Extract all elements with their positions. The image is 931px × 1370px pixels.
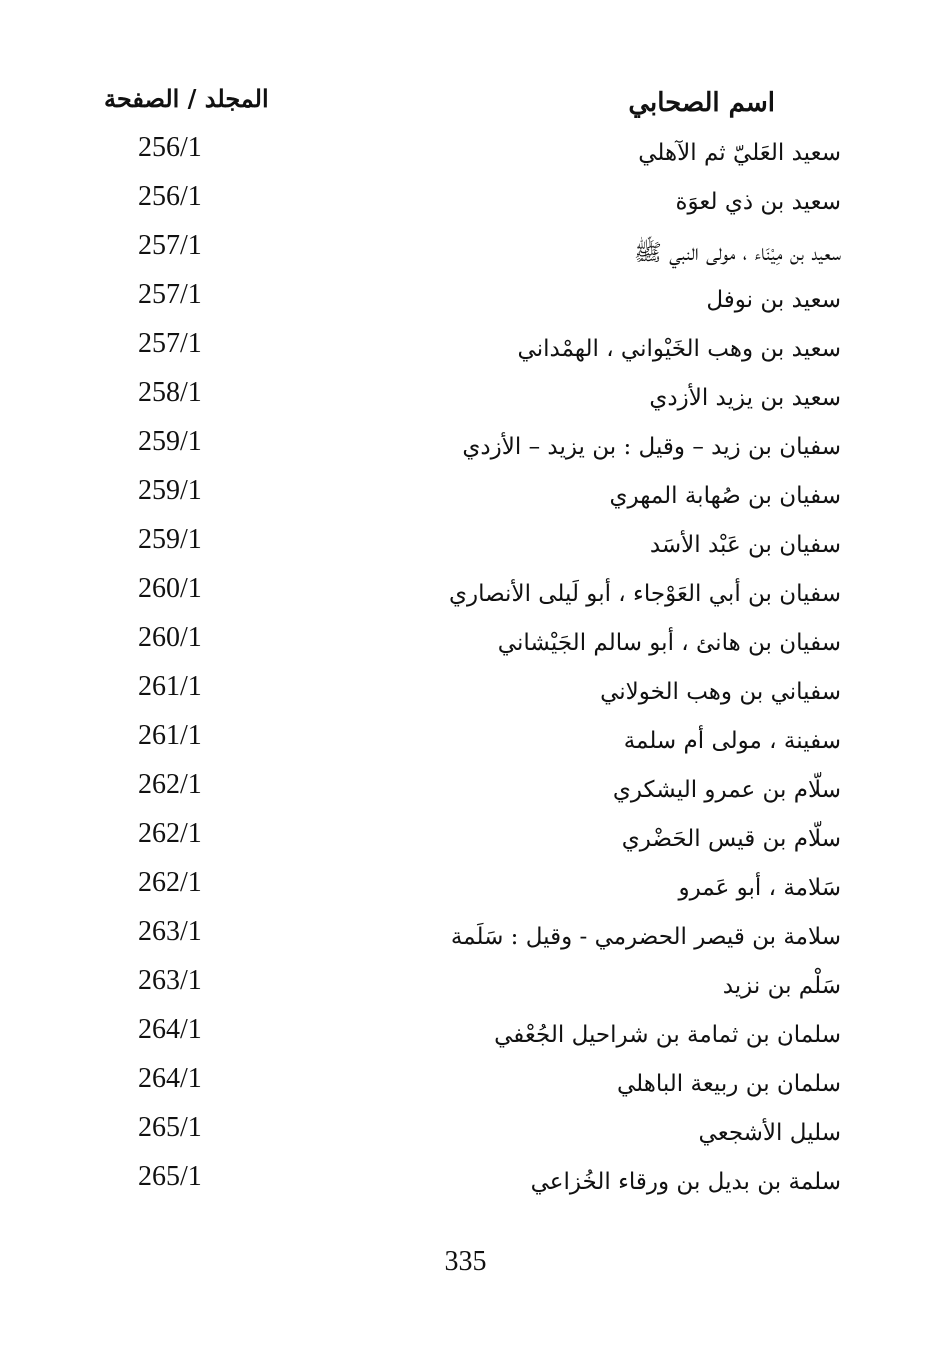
list-item [0, 1012, 931, 1061]
list-item [0, 228, 931, 277]
list-item [0, 1061, 931, 1110]
volume-page-reference: 262/1 [138, 818, 202, 849]
companion-name: سفيان بن هانئ ، أبو سالم الجَيْشاني [497, 630, 841, 656]
list-item [0, 767, 931, 816]
volume-page-reference: 264/1 [138, 1063, 202, 1094]
volume-page-reference: 257/1 [138, 279, 202, 310]
companion-name: سلمة بن بديل بن ورقاء الخُزاعي [530, 1169, 841, 1195]
companion-name: سلّام بن عمرو اليشكري [612, 777, 841, 803]
volume-page-reference: 265/1 [138, 1112, 202, 1143]
companion-name: سعيد بن مِيْنَاء ، مولى النبي ﷺ [633, 240, 841, 266]
companion-name: سلمان بن ثمامة بن شراحيل الجُعْفي [494, 1022, 841, 1048]
companion-name: سلمان بن ربيعة الباهلي [616, 1071, 841, 1097]
name-column-header: اسم الصحابي [628, 88, 775, 118]
volume-page-reference: 261/1 [138, 720, 202, 751]
companion-name: سفيان بن عَبْد الأسَد [649, 532, 841, 558]
list-item [0, 326, 931, 375]
volume-page-reference: 263/1 [138, 965, 202, 996]
volume-page-reference: 262/1 [138, 769, 202, 800]
volume-page-reference: 257/1 [138, 230, 202, 261]
companion-name: سعيد العَليّ ثم الآهلي [638, 140, 841, 166]
list-item [0, 179, 931, 228]
companion-name: سفيان بن زيد – وقيل : بن يزيد – الأزدي [462, 434, 841, 460]
companion-name: سلامة بن قيصر الحضرمي - وقيل : سَلَمة [450, 924, 841, 950]
list-item [0, 277, 931, 326]
companion-name: سفيان بن أبي العَوْجاء ، أبو لَيلى الأنصاري [448, 581, 841, 607]
list-item [0, 424, 931, 473]
volume-page-reference: 262/1 [138, 867, 202, 898]
companion-name: سفياني بن وهب الخولاني [600, 679, 841, 705]
list-item [0, 669, 931, 718]
volume-page-reference: 257/1 [138, 328, 202, 359]
list-item [0, 375, 931, 424]
list-item [0, 130, 931, 179]
list-item [0, 816, 931, 865]
volume-page-reference: 261/1 [138, 671, 202, 702]
list-item [0, 1110, 931, 1159]
list-item [0, 571, 931, 620]
list-item [0, 620, 931, 669]
companion-name: سلّام بن قيس الحَضْري [621, 826, 841, 852]
reference-column-header: المجلد / الصفحة [104, 84, 269, 113]
list-item [0, 1159, 931, 1208]
list-item [0, 865, 931, 914]
companion-name: سَلْم بن نزيد [722, 973, 841, 999]
volume-page-reference: 265/1 [138, 1161, 202, 1192]
companion-name: سليل الأشجعي [698, 1120, 841, 1146]
volume-page-reference: 259/1 [138, 475, 202, 506]
volume-page-reference: 264/1 [138, 1014, 202, 1045]
list-item [0, 718, 931, 767]
companion-name: سعيد بن نوفل [706, 287, 841, 313]
page-number: 335 [444, 1246, 487, 1277]
volume-page-reference: 263/1 [138, 916, 202, 947]
companion-name: سفيان بن صُهابة المهري [609, 483, 841, 509]
companion-name: سعيد بن وهب الخَيْواني ، الهمْداني [517, 336, 841, 362]
list-item [0, 473, 931, 522]
volume-page-reference: 259/1 [138, 426, 202, 457]
companion-name: سَلامة ، أبو عَمرو [678, 875, 841, 901]
entry-list [0, 130, 931, 1208]
volume-page-reference: 258/1 [138, 377, 202, 408]
table-header [0, 84, 931, 124]
companion-name: سفينة ، مولى أم سلمة [623, 728, 841, 754]
companion-name: سعيد بن يزيد الأزدي [649, 385, 841, 411]
volume-page-reference: 260/1 [138, 573, 202, 604]
volume-page-reference: 260/1 [138, 622, 202, 653]
volume-page-reference: 256/1 [138, 132, 202, 163]
volume-page-reference: 259/1 [138, 524, 202, 555]
list-item [0, 963, 931, 1012]
companion-name: سعيد بن ذي لعوَة [675, 189, 841, 215]
volume-page-reference: 256/1 [138, 181, 202, 212]
list-item [0, 914, 931, 963]
list-item [0, 522, 931, 571]
